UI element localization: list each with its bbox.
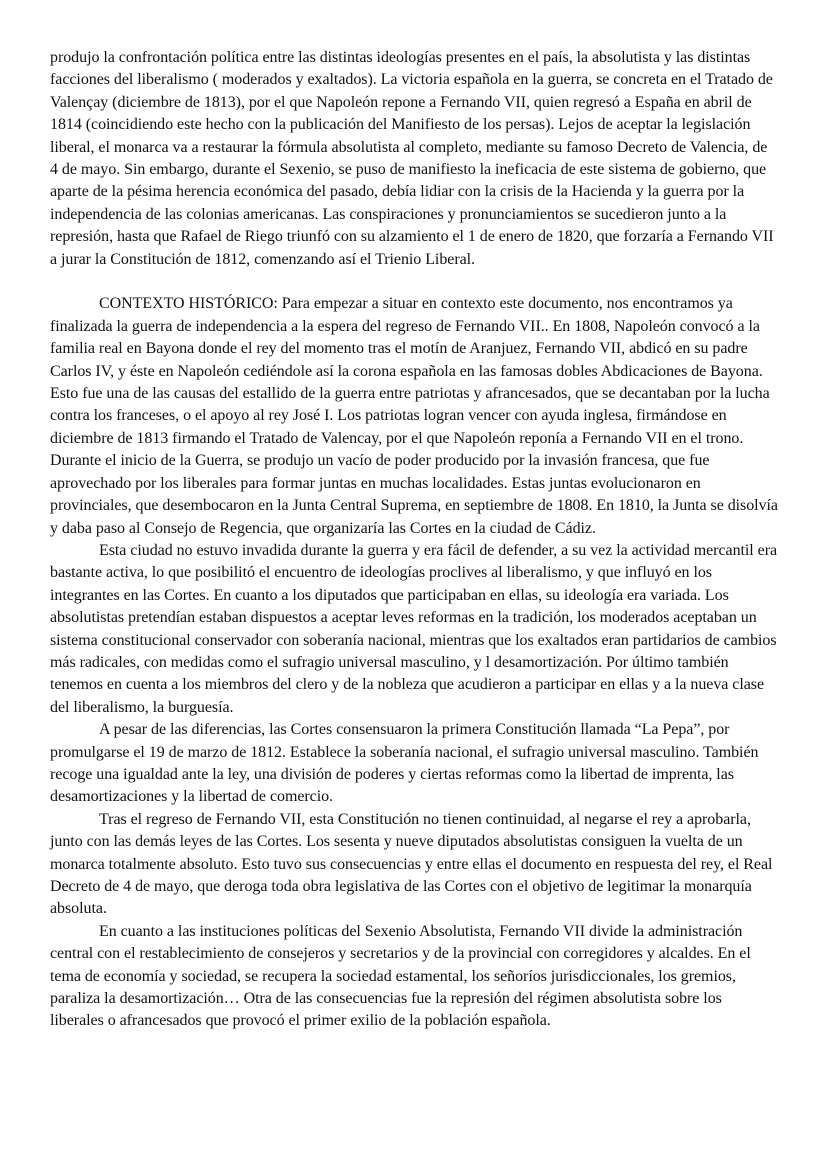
paragraph-instituciones: En cuanto a las instituciones políticas del Sexenio Absolutista, Fernando VII divide la administración central con el restablecimiento de consejeros y secretarios y de la provincial con corregidores y alcaldes. En el tema de economía y sociedad, se recupera la sociedad estamental, los señoríos jurisdiccionales, los gremios, paraliza la desamortización… Otra de las consecuencias fue la represión del régimen absolutista sobre los liberales o afrancesados que provocó el primer exilio de la población española. [50, 922, 751, 1030]
document-page [50, 47, 778, 1033]
paragraph-la-pepa: A pesar de las diferencias, las Cortes consensuaron la primera Constitución llamada “La Pepa”, por promulgarse el 19 de marzo de 1812. Establece la soberanía nacional, el sufragio universal masculino. También recoge una igualdad ante la ley, una división de poderes y ciertas reformas como la libertad de imprenta, las desamortizaciones y la libertad de comercio. [50, 721, 759, 806]
paragraph-continuation: produjo la confrontación política entre las distintas ideologías presentes en el país, la absolutista y las distintas facciones del liberalismo ( moderados y exaltados). La victoria española en la guerra, se concreta en el Tratado de Valençay (diciembre de 1813), por el que Napoleón repone a Fernando VII, quien regresó a España en abril de 1814 (coincidiendo este hecho con la publicación del Manifiesto de los persas). Lejos de aceptar la legislación liberal, el monarca va a restaurar la fórmula absolutista al completo, mediante su famoso Decreto de Valencia, de 4 de mayo. Sin embargo, durante el Sexenio, se puso de manifiesto la ineficacia de este sistema de gobierno, que aparte de la pésima herencia económica del pasado, debía lidiar con la crisis de la Hacienda y la guerra por la independencia de las colonias americanas. Las conspiraciones y pronunciamientos se sucedieron junto a la represión, hasta que Rafael de Riego triunfó con su alzamiento el 1 de enero de 1820, que forzaría a Fernando VII a jurar la Constitución de 1812, comenzando así el Trienio Liberal. [50, 49, 774, 268]
paragraph-regreso-fernando: Tras el regreso de Fernando VII, esta Constitución no tienen continuidad, al negarse el rey a aprobarla, junto con las demás leyes de las Cortes. Los sesenta y nueve diputados absolutistas consiguen la vuelta de un monarca totalmente absoluto. Esto tuvo sus consecuencias y entre ellas el documento en respuesta del rey, el Real Decreto de 4 de mayo, que deroga toda obra legislativa de las Cortes con el objetivo de legitimar la monarquía absoluta. [50, 810, 773, 918]
paragraph-cadiz: Esta ciudad no estuvo invadida durante la guerra y era fácil de defender, a su vez la actividad mercantil era bastante activa, lo que posibilitó el encuentro de ideologías proclives al liberalismo, y que influyó en los integrantes en las Cortes. En cuanto a los diputados que participaban en ellas, su ideología era variada. Los absolutistas pretendían estaban dispuestos a aceptar leves reformas en la tradición, los moderados aceptaban un sistema constitucional conservador con soberanía nacional, mientras que los exaltados eran partidarios de cambios más radicales, con medidas como el sufragio universal masculino, y l desamortización. Por último también tenemos en cuenta a los miembros del clero y de la nobleza que acudieron a participar en ellas y a la nueva clase del liberalismo, la burguesía. [50, 541, 778, 716]
paragraph-contexto-historico: CONTEXTO HISTÓRICO: Para empezar a situar en contexto este documento, nos encontramos ya finalizada la guerra de independencia a la espera del regreso de Fernando VII.. En 1808, Napoleón convocó a la familia real en Bayona donde el rey del momento tras el motín de Aranjuez, Fernando VII, abdicó en su padre Carlos IV, y éste en Napoleón cediéndole así la corona española en las famosas dobles Abdicaciones de Bayona. Esto fue una de las causas del estallido de la guerra entre patriotas y afrancesados, que se decantaban por la lucha contra los franceses, o el apoyo al rey José I. Los patriotas logran vencer con ayuda inglesa, firmándose en diciembre de 1813 firmando el Tratado de Valencay, por el que Napoleón reponía a Fernando VII en el trono. Durante el inicio de la Guerra, se produjo un vacío de poder producido por la invasión francesa, que fue aprovechado por los liberales para formar juntas en muchas localidades. Estas juntas evolucionaron en provinciales, que desembocaron en la Junta Central Suprema, en septiembre de 1808. En 1810, la Junta se disolvía y daba paso al Consejo de Regencia, que organizaría las Cortes en la ciudad de Cádiz. [50, 295, 778, 537]
paragraph-gap [50, 271, 778, 293]
